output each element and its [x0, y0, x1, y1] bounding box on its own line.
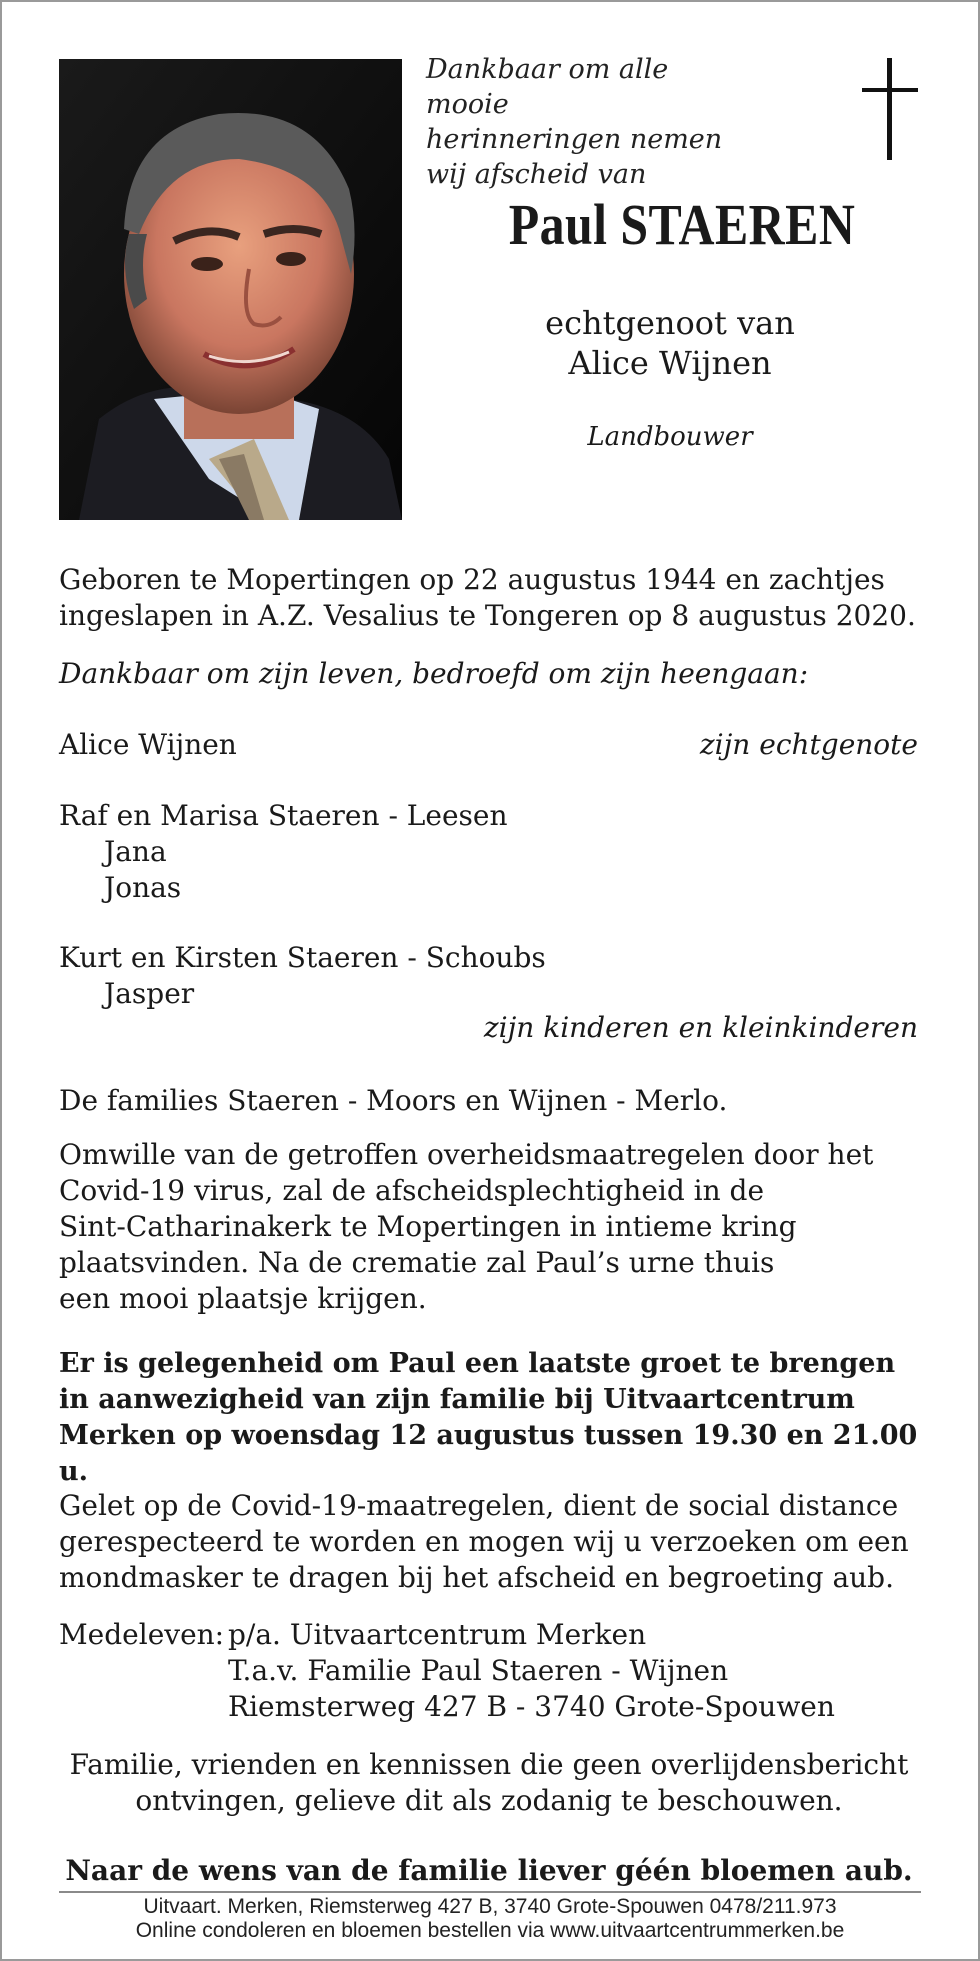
intro-line: herinneringen nemen [426, 124, 723, 155]
visitation-paragraph [59, 1346, 919, 1490]
gratitude-line: Dankbaar om zijn leven, bedroefd om zijn heengaan: [59, 657, 809, 690]
contact-line: p/a. Uitvaartcentrum Merken [228, 1618, 647, 1651]
contact-block [59, 1617, 919, 1725]
intro-line: Dankbaar om alle mooie [426, 54, 669, 120]
couple-name: Raf en Marisa Staeren - Leesen [59, 799, 508, 832]
family-spouse-name: Alice Wijnen [59, 728, 237, 761]
text-line: Covid-19 virus, zal de afscheidsplechtigheid in de [59, 1174, 765, 1207]
contact-line: T.a.v. Familie Paul Staeren - Wijnen [228, 1654, 729, 1687]
text-line: Er is gelegenheid om Paul een laatste groet te brengen [59, 1348, 896, 1379]
text-line: mondmasker te dragen bij het afscheid en begroeting aub. [59, 1561, 895, 1594]
footer-line: Online condoleren en bloemen bestellen via www.uitvaartcentrummerken.be [135, 1919, 845, 1942]
spouse-line: echtgenoot van [545, 304, 795, 342]
children-role: zijn kinderen en kleinkinderen [483, 1011, 918, 1044]
text-line: gerespecteerd te worden en mogen wij u verzoeken om een [59, 1525, 909, 1558]
occupation: Landbouwer [587, 422, 753, 452]
extended-families: De families Staeren - Moors en Wijnen - Merlo. [59, 1084, 728, 1117]
text-line: ontvingen, gelieve dit als zodanig te beschouwen. [135, 1784, 843, 1817]
text-line: Geboren te Mopertingen op 22 augustus 1944 en zachtjes [59, 563, 885, 596]
couple-name: Kurt en Kirsten Staeren - Schoubs [59, 941, 546, 974]
covid-paragraph [59, 1488, 919, 1596]
footer-line: Uitvaart. Merken, Riemsterweg 427 B, 3740 Grote-Spouwen 0478/211.973 [143, 1895, 837, 1918]
grandchild-name: Jonas [104, 871, 182, 904]
text-line: een mooi plaatsje krijgen. [59, 1282, 427, 1315]
footer [59, 1895, 921, 1943]
family-couple-1 [59, 798, 919, 906]
intro-line: wij afscheid van [426, 159, 647, 190]
contact-label: Medeleven: [59, 1618, 225, 1651]
family-couple-2 [59, 940, 919, 1012]
text-line: plaatsvinden. Na de crematie zal Paul’s urne thuis [59, 1246, 775, 1279]
flowers-note: Naar de wens van de familie liever géén bloemen aub. [65, 1854, 913, 1887]
text-line: Omwille van de getroffen overheidsmaatregelen door het [59, 1138, 874, 1171]
portrait-photo [59, 59, 402, 520]
ceremony-paragraph [59, 1137, 919, 1317]
birth-death-text [59, 562, 919, 634]
grandchild-name: Jana [104, 835, 167, 868]
cross-icon [862, 58, 918, 160]
notice-paragraph [59, 1747, 919, 1819]
text-line: Familie, vrienden en kennissen die geen overlijdensbericht [69, 1748, 909, 1781]
footer-divider [59, 1891, 921, 1893]
text-line: Gelet op de Covid-19-maatregelen, dient de social distance [59, 1489, 899, 1522]
deceased-name: Paul STAEREN [508, 192, 856, 257]
text-line: ingeslapen in A.Z. Vesalius te Tongeren op 8 augustus 2020. [59, 599, 916, 632]
contact-line: Riemsterweg 427 B - 3740 Grote-Spouwen [228, 1690, 835, 1723]
text-line: Sint-Catharinakerk te Mopertingen in intieme kring [59, 1210, 797, 1243]
text-line: in aanwezigheid van zijn familie bij Uitvaartcentrum [59, 1384, 855, 1415]
grandchild-name: Jasper [104, 977, 195, 1010]
portrait-illustration [59, 59, 402, 520]
text-line: Merken op woensdag 12 augustus tussen 19.30 en 21.00 u. [59, 1420, 918, 1487]
family-spouse-role: zijn echtgenote [699, 728, 918, 761]
spouse-line: Alice Wijnen [568, 344, 772, 382]
spouse-info [440, 303, 900, 383]
intro-text [426, 52, 746, 192]
